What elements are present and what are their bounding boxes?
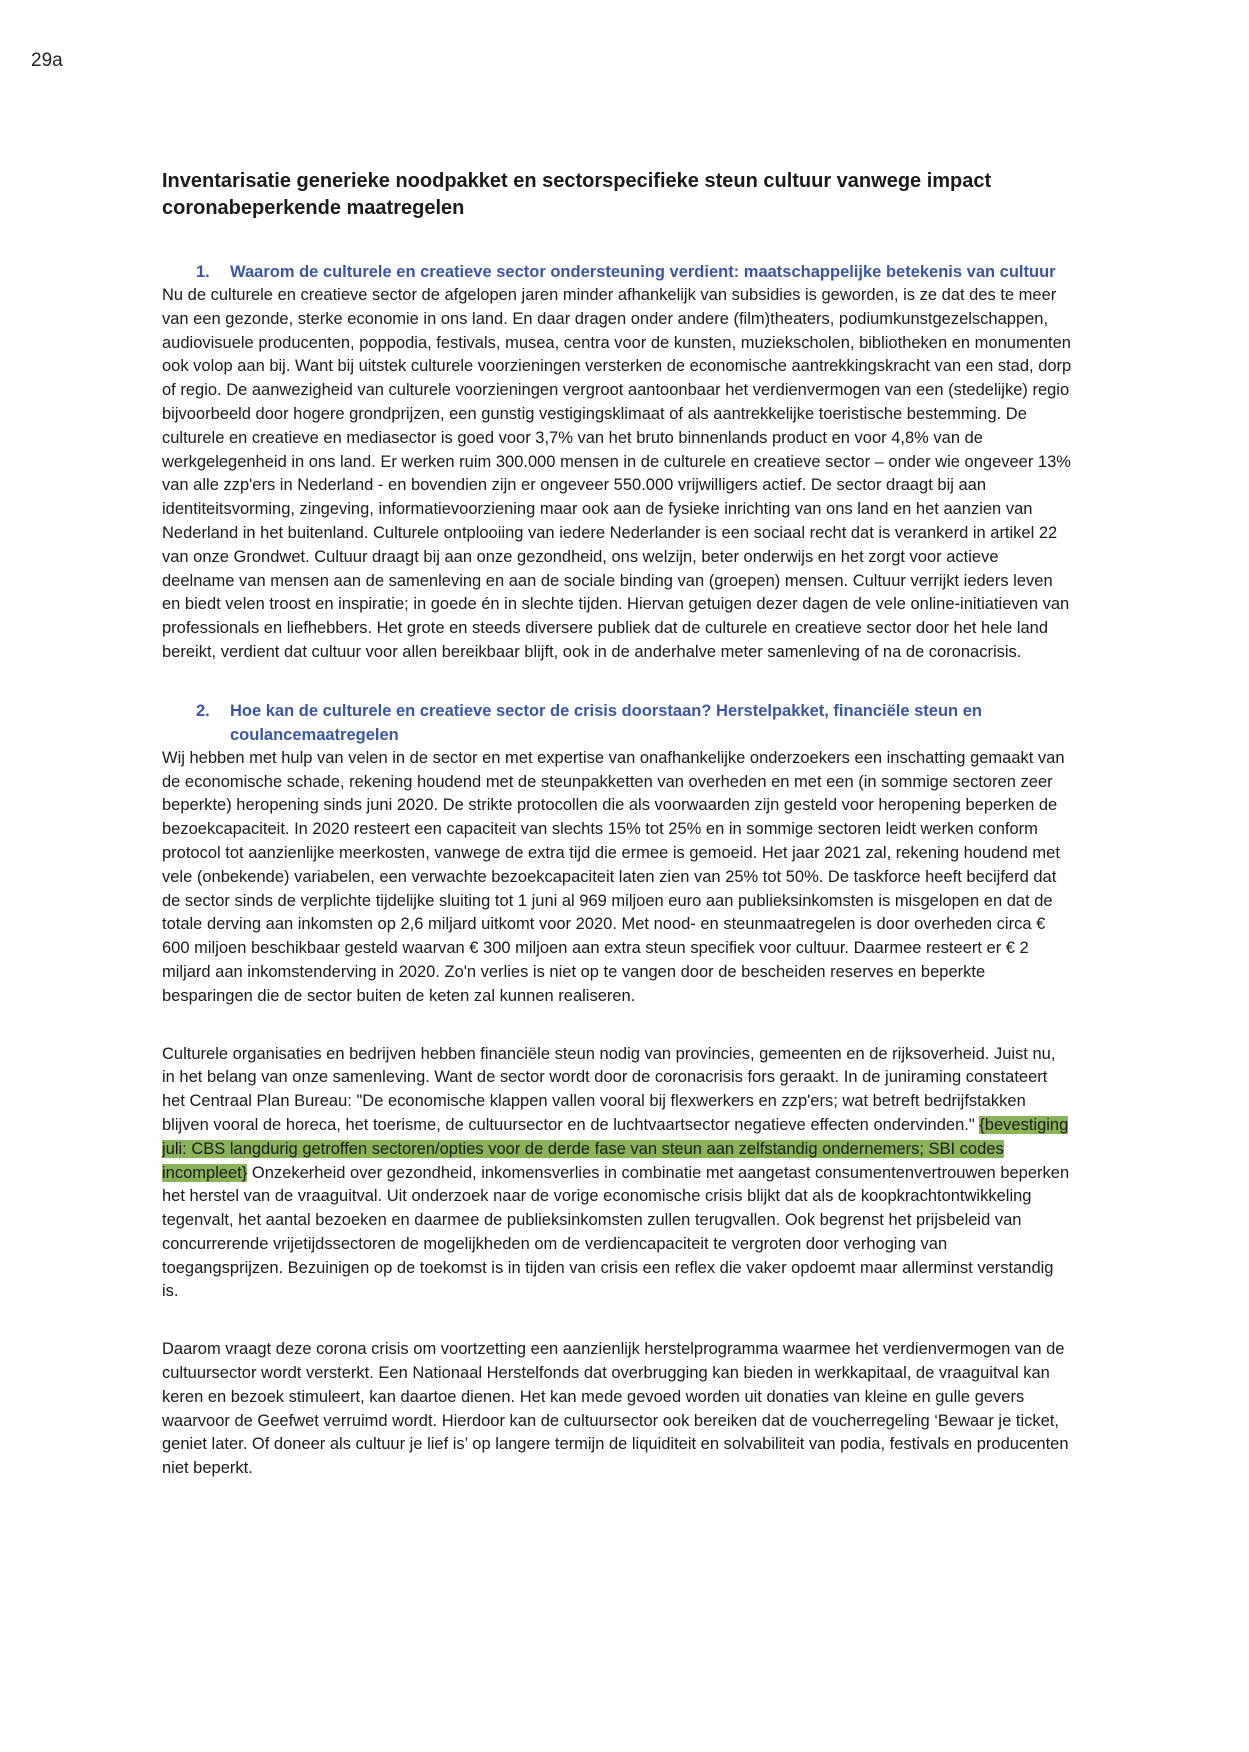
section-2-number: 2. (196, 701, 210, 720)
section-2-paragraph-1: Wij hebben met hulp van velen in de sector en met expertise van onafhankelijke onderzoekers een inschatting gemaakt van de economische schade, rekening houdend met de steunpakketten van overheden en met een (in sommige sectoren zeer beperkte) heropening sinds juni 2020. De strikte protocollen die als voorwaarden zijn gesteld voor heropening beperken de bezoekcapaciteit. In 2020 resteert een capaciteit van slechts 15% tot 25% en in sommige sectoren leidt werken conform protocol tot aanzienlijke meerkosten, vanwege de extra tijd die ermee is gemoeid. Het jaar 2021 zal, rekening houdend met vele (onbekende) variabelen, een verwachte bezoekcapaciteit laten zien van 25% tot 50%. De taskforce heeft becijferd dat de sector sinds de verplichte tijdelijke sluiting tot 1 juni al 969 miljoen euro aan publieksinkomsten is misgelopen en dat de totale derving aan inkomsten op 2,6 miljard uitkomt voor 2020. Met nood- en steunmaatregelen is door overheden circa € 600 miljoen beschikbaar gesteld waarvan € 300 miljoen aan extra steun specifiek voor cultuur. Daarmee resteert er € 2 miljard aan inkomstenderving in 2020. Zo'n verlies is niet op te vangen door de bescheiden reserves en beperkte besparingen die de sector buiten de keten zal kunnen realiseren. (162, 748, 1065, 1005)
section-1-heading-text: Waarom de culturele en creatieve sector ondersteuning verdient: maatschappelijke betekenis van cultuur (230, 263, 1056, 281)
section-1-heading (162, 260, 1072, 284)
document-title: Inventarisatie generieke noodpakket en sectorspecifieke steun cultuur vanwege impact coronabeperkende maatregelen (162, 170, 992, 219)
section-2-paragraph-2 (162, 1043, 1072, 1305)
paragraph-2-text-after: Onzekerheid over gezondheid, inkomensverlies in combinatie met aangetast consumentenvertrouwen beperken het herstel van de vraaguitval. Uit onderzoek naar de vorige economische crisis blijkt dat als de koopkrachtontwikkeling tegenvalt, het aantal bezoeken en daarmee de publieksinkomsten zullen terugvallen. Ook begrenst het prijsbeleid van concurrerende vrijetijdssectoren de mogelijkheden om de verdiencapaciteit te vergroten door verhoging van toegangsprijzen. Bezuinigen op de toekomst is in tijden van crisis een reflex die vaker opdoemt maar allerminst verstandig is. (162, 1163, 1070, 1301)
page-number: 29a (31, 50, 63, 71)
paragraph-2-text-before: Culturele organisaties en bedrijven hebben financiële steun nodig van provincies, gemeenten en de rijksoverheid. Juist nu, in het belang van onze samenleving. Want de sector wordt door de coronacrisis fors geraakt. In de juniraming constateert het Centraal Plan Bureau: "De economische klappen vallen vooral bij flexwerkers en zzp'ers; wat betreft bedrijfstakken blijven vooral de horeca, het toerisme, de cultuursector en de luchtvaartsector negatieve effecten ondervinden." (162, 1044, 1056, 1134)
section-2-heading-text: Hoe kan de culturele en creatieve sector de crisis doorstaan? Herstelpakket, financiële steun en coulancemaatregelen (230, 701, 982, 744)
highlighted-comment: {bevestiging juli: CBS langdurig getroffen sectoren/opties voor de derde fase van steun aan zelfstandig ondernemers; SBI codes incompleet} (162, 1115, 1069, 1182)
section-1-number: 1. (196, 263, 210, 281)
document-body (162, 168, 1072, 1481)
section-2-heading (162, 699, 1072, 747)
section-1-paragraph: Nu de culturele en creatieve sector de afgelopen jaren minder afhankelijk van subsidies is geworden, is ze dat des te meer van een gezonde, sterke economie in ons land. En daar dragen onder andere (film)theaters, podiumkunstgezelschappen, audiovisuele producenten, poppodia, festivals, musea, centra voor de kunsten, muziekscholen, bibliotheken en monumenten ook volop aan bij. Want bij uitstek culturele voorzieningen versterken de economische aantrekkingskracht van een stad, dorp of regio. De aanwezigheid van culturele voorzieningen vergroot aantoonbaar het verdienvermogen van een (stedelijke) regio bijvoorbeeld door hogere grondprijzen, een gunstig vestigingsklimaat of als aantrekkelijke toeristische bestemming. De culturele en creatieve en mediasector is goed voor 3,7% van het bruto binnenlands product en voor 4,8% van de werkgelegenheid in ons land. Er werken ruim 300.000 mensen in de culturele en creatieve sector – onder wie ongeveer 13% van alle zzp'ers in Nederland - en bovendien zijn er ongeveer 550.000 vrijwilligers actief. De sector draagt bij aan identiteitsvorming, zingeving, informatievoorziening maar ook aan de fysieke inrichting van ons land en het aanzien van Nederland in het buitenland. Culturele ontplooiing van iedere Nederlander is een sociaal recht dat is verankerd in artikel 22 van onze Grondwet. Cultuur draagt bij aan onze gezondheid, ons welzijn, beter onderwijs en het zorgt voor actieve deelname van mensen aan de samenleving en aan de sociale binding van (groepen) mensen. Cultuur verrijkt ieders leven en biedt velen troost en inspiratie; in goede én in slechte tijden. Hiervan getuigen dezer dagen de vele online-initiatieven van professionals en liefhebbers. Het grote en steeds diversere publiek dat de culturele en creatieve sector door het hele land bereikt, verdient dat cultuur voor allen bereikbaar blijft, ook in de anderhalve meter samenleving of na de coronacrisis. (162, 286, 1072, 661)
section-2-paragraph-3: Daarom vraagt deze corona crisis om voortzetting een aanzienlijk herstelprogramma waarmee het verdienvermogen van de cultuursector wordt versterkt. Een Nationaal Herstelfonds dat overbrugging kan bieden in werkkapitaal, de vraaguitval kan keren en bezoek stimuleert, kan daartoe dienen. Het kan mede gevoed worden uit donaties van kleine en gulle gevers waarvoor de Geefwet verruimd wordt. Hierdoor kan de cultuursector ook bereiken dat de voucherregeling ‘Bewaar je ticket, geniet later. Of doneer als cultuur je lief is’ op langere termijn de liquiditeit en solvabiliteit van podia, festivals en producenten niet beperkt. (162, 1340, 1069, 1478)
